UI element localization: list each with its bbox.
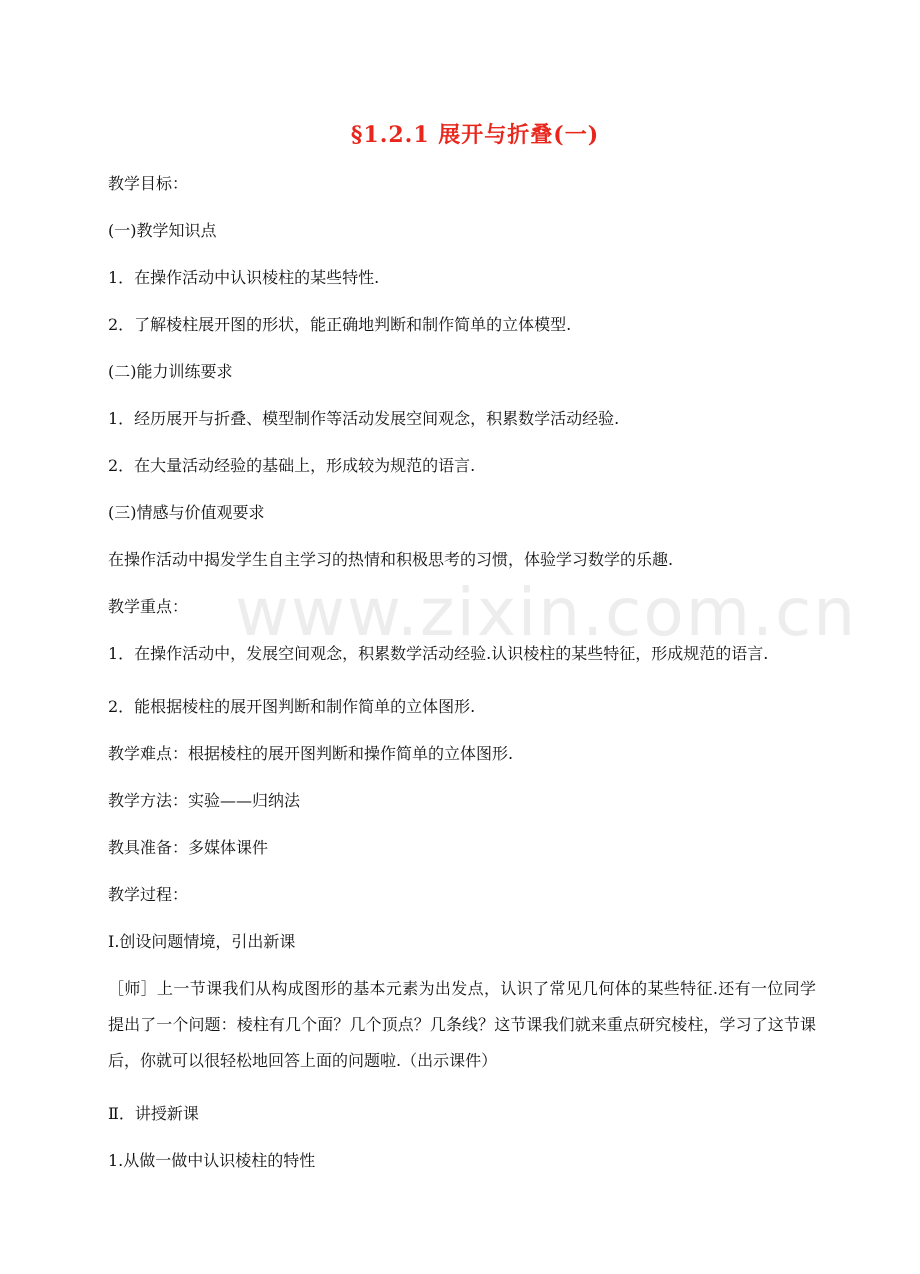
paragraph: 1．经历展开与折叠、模型制作等活动发展空间观念，积累数学活动经验. bbox=[108, 409, 620, 428]
paragraph: 教学重点： bbox=[108, 597, 189, 616]
paragraph: 在操作活动中揭发学生自主学习的热情和积极思考的习惯，体验学习数学的乐趣. bbox=[108, 550, 674, 569]
paragraph: 2．了解棱柱展开图的形状，能正确地判断和制作简单的立体模型. bbox=[108, 315, 572, 334]
document-body bbox=[108, 172, 816, 1196]
paragraph: 1.从做一做中认识棱柱的特性 bbox=[108, 1151, 316, 1170]
paragraph: 1．在操作活动中认识棱柱的某些特性. bbox=[108, 268, 380, 287]
document-title: §1.2.1 展开与折叠(一) bbox=[350, 122, 600, 148]
paragraph: (二)能力训练要求 bbox=[108, 362, 233, 381]
paragraph: ［师］上一节课我们从构成图形的基本元素为出发点，认识了常见几何体的某些特征.还有一位同学提出了一个问题：棱柱有几个面？几个顶点？几条线？这节课我们就来重点研究棱柱，学习了这节课后，你就可以很轻松地回答上面的问题啦.（出示课件） bbox=[108, 979, 816, 1070]
paragraph: 2．能根据棱柱的展开图判断和制作简单的立体图形. bbox=[108, 697, 476, 716]
paragraph: 教学过程： bbox=[108, 885, 189, 904]
paragraph: (三)情感与价值观要求 bbox=[108, 503, 265, 522]
paragraph: 教学目标： bbox=[108, 174, 189, 193]
paragraph: 教具准备：多媒体课件 bbox=[108, 838, 269, 857]
paragraph: Ⅱ．讲授新课 bbox=[108, 1104, 199, 1123]
watermark: www.zixin.com.cn bbox=[235, 574, 858, 651]
paragraph: 教学难点：根据棱柱的展开图判断和操作简单的立体图形. bbox=[108, 744, 514, 763]
paragraph: 教学方法：实验——归纳法 bbox=[108, 791, 301, 810]
paragraph: Ⅰ.创设问题情境，引出新课 bbox=[108, 932, 296, 951]
paragraph: 2．在大量活动经验的基础上，形成较为规范的语言. bbox=[108, 456, 476, 475]
paragraph: 1．在操作活动中，发展空间观念，积累数学活动经验.认识棱柱的某些特征，形成规范的语言. bbox=[108, 644, 769, 663]
paragraph: (一)教学知识点 bbox=[108, 221, 217, 240]
